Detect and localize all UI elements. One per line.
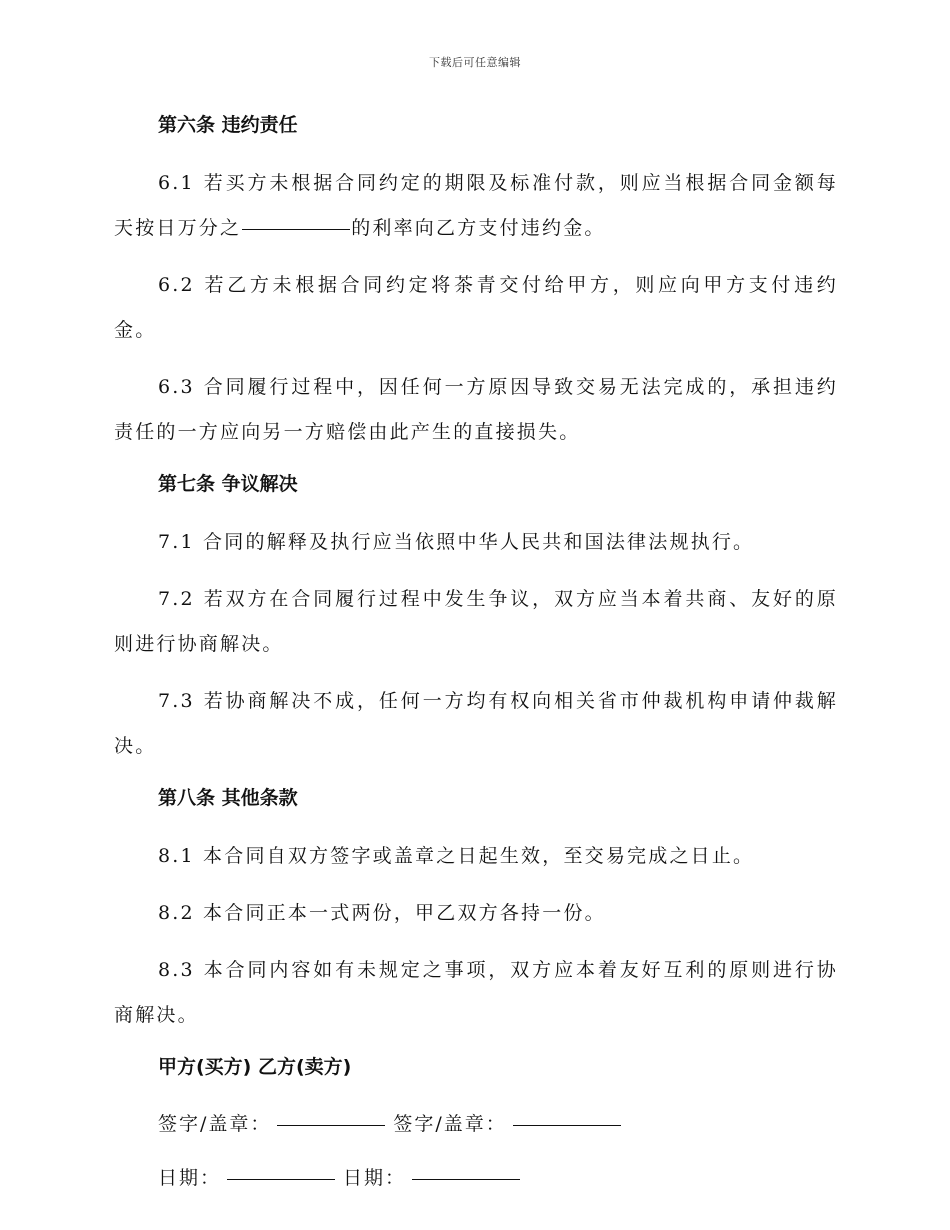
clause-7-3: 7.3 若协商解决不成，任何一方均有权向相关省市仲裁机构申请仲裁解决。 (114, 690, 838, 757)
contract-body (114, 108, 838, 1211)
seal-label-party-b: 签字/盖章： (393, 1113, 507, 1135)
date-row (158, 1157, 838, 1199)
clause-6-1-text-after: 的利率向乙方支付违约金。 (351, 217, 606, 239)
article-7-title: 第七条 争议解决 (158, 473, 298, 495)
clause-6-2: 6.2 若乙方未根据合同约定将茶青交付给甲方，则应向甲方支付违约金。 (114, 274, 838, 341)
seal-blank-party-b (513, 1124, 621, 1126)
clause-6-1-text-before: 6.1 若买方未根据合同约定的期限及标准付款，则应当根据合同金额每天按日万分之 (114, 172, 838, 239)
date-blank-party-b (412, 1178, 520, 1180)
seal-row (158, 1103, 838, 1145)
date-label-party-b: 日期： (343, 1167, 407, 1189)
clause-8-2: 8.2 本合同正本一式两份，甲乙双方各持一份。 (158, 902, 606, 924)
date-label-party-a: 日期： (158, 1167, 222, 1189)
rate-blank-line (242, 228, 350, 230)
clause-8-1: 8.1 本合同自双方签字或盖章之日起生效，至交易完成之日止。 (158, 845, 755, 867)
article-8-title: 第八条 其他条款 (158, 787, 298, 809)
clause-6-3: 6.3 合同履行过程中，因任何一方原因导致交易无法完成的，承担违约责任的一方应向另一方赔偿由此产生的直接损失。 (114, 376, 838, 443)
clause-8-3: 8.3 本合同内容如有未规定之事项，双方应本着友好互利的原则进行协商解决。 (114, 959, 838, 1026)
date-blank-party-a (227, 1178, 335, 1180)
seal-label-party-a: 签字/盖章： (158, 1113, 272, 1135)
header-note: 下载后可任意编辑 (429, 56, 521, 69)
clause-7-2: 7.2 若双方在合同履行过程中发生争议，双方应当本着共商、友好的原则进行协商解决。 (114, 588, 838, 655)
article-6-title: 第六条 违约责任 (158, 114, 298, 136)
clause-7-1: 7.1 合同的解释及执行应当依照中华人民共和国法律法规执行。 (158, 531, 755, 553)
seal-blank-party-a (277, 1124, 385, 1126)
clause-6-1 (114, 161, 838, 251)
signature-parties-title: 甲方(买方) 乙方(卖方) (158, 1056, 352, 1078)
